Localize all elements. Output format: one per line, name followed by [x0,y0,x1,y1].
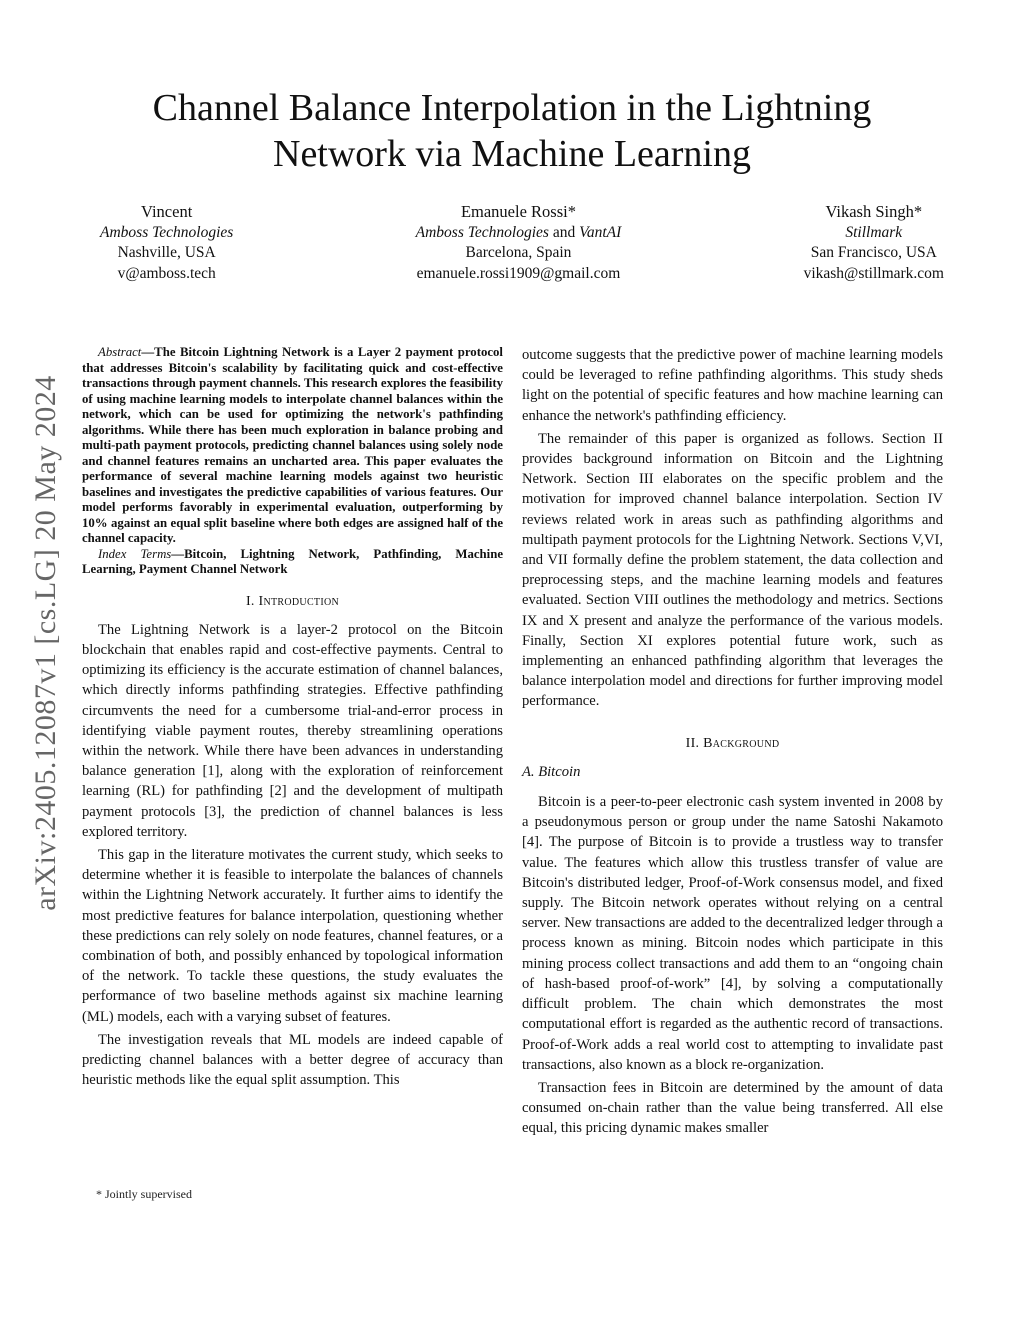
author-location: Nashville, USA [117,244,216,261]
subsection-heading-bitcoin: A. Bitcoin [522,763,581,780]
paragraph: The Lightning Network is a layer-2 protocol on the Bitcoin blockchain that enables rapid and cost-effective payments. Central to optimizing its efficiency is the accurate estimation of channel balances, which directly informs pathfinding strategies. Effective pathfinding circumvents the need for a cumbersome trial-and-error process in identifying viable payment routes, thereby streamlining operations within the network. While there have been advances in understanding balance generation [1], along with the exploration of reinforcement learning (RL) for pathfinding [2] and the development of multipath payment protocols [3], the prediction of channel balances is less explored territory. [82,621,503,840]
paragraph: The investigation reveals that ML models are indeed capable of predicting channel balances with a better degree of accuracy than heuristic methods like the equal split assumption. This [82,1031,503,1089]
abstract-label: Abstract [98,345,142,359]
abstract [82,345,503,547]
author-name: Vikash Singh* [825,202,923,221]
footnote: * Jointly supervised [96,1187,192,1201]
abstract-text: —The Bitcoin Lightning Network is a Layer 2 payment protocol that addresses Bitcoin's scalability by facilitating quick and cost-effective transactions through payment channels. This research explores the feasibility of using machine learning models to interpolate channel balances within the network, which can be used for optimizing the network's pathfinding algorithms. While there has been much exploration in balance probing and multi-path payment protocols, predicting channel balances using solely node and channel features remains an uncharted area. This paper evaluates the performance of several machine learning models against two heuristic baselines and investigates the predictive capabilities of various features. Our model performs favorably in experimental evaluation, outperforming by 10% against an equal split baseline where both edges are assigned half of the channel capacity. [82,345,503,545]
author-affiliation [416,223,622,244]
author-location: Barcelona, Spain [465,244,572,261]
index-terms [82,547,503,578]
affiliation-a: Amboss Technologies [415,223,549,241]
paragraph: The remainder of this paper is organized as follows. Section II provides background information on Bitcoin and the Lightning Network. Section III elaborates on the specific problem and the motivation for improved channel balance interpolation. Section IV reviews related work in areas such as pathfinding algorithms and multipath payment protocols for the Lightning Network. Sections V,VI, and VII formally define the problem statement, the data collection and preprocessing steps, and the machine learning models and features evaluated. Section VIII outlines the methodology and metrics. Sections IX and X present and analyze the performance of the various models. Finally, Section XI explores potential future work, such as implementing an enhanced pathfinding algorithm that leverages the balance interpolation model and directions for further improving model performance. [522,430,943,710]
section-heading-introduction: I. Introduction [245,593,340,609]
index-terms-text: —Bitcoin, Lightning Network, Pathfinding, Machine Learning, Payment Channel Network [82,546,503,576]
author-affiliation: Stillmark [845,223,903,241]
author-1 [100,202,233,284]
author-affiliation: Amboss Technologies [100,223,234,241]
left-column [82,345,503,1090]
author-email: vikash@stillmark.com [803,264,944,282]
affiliation-b: VantAI [579,223,622,241]
author-email: emanuele.rossi1909@gmail.com [416,264,621,282]
author-name: Emanuele Rossi* [460,202,576,221]
author-2 [416,202,622,284]
author-email: v@amboss.tech [117,264,216,282]
paragraph: outcome suggests that the predictive power of machine learning models could be leveraged to refine pathfinding algorithms. This study sheds light on the potential of specific features and how machine learning can enhance the network's pathfinding efficiency. [522,347,943,424]
arxiv-identifier-text: arXiv:2405.12087v1 [cs.LG] 20 May 2024 [29,374,62,911]
paper-title: Channel Balance Interpolation in the Lightning Network via Machine Learning [152,87,872,175]
author-block [100,202,944,284]
index-terms-label: Index Terms [98,546,172,561]
paragraph: Transaction fees in Bitcoin are determined by the amount of data consumed on-chain rather than the value being transferred. All else equal, this pricing dynamic makes smaller [522,1079,943,1137]
author-3 [804,202,944,284]
right-column [522,345,943,1139]
affiliation-join: and [548,223,580,241]
paragraph: Bitcoin is a peer-to-peer electronic cash system invented in 2008 by a pseudonymous person or group under the name Satoshi Nakamoto [4]. The purpose of Bitcoin is to provide a trustless way to transfer value. The features which allow this trustless transfer of value are Bitcoin's distributed ledger, Proof-of-Work consensus model, and fixed supply. The Bitcoin network operates without relying on a central server. New transactions are added to the decentralized ledger through a process known as mining. Bitcoin nodes which participate in this mining process collect transactions and add them to an “ongoing chain of hash-based proof-of-work” [4], by solving a computationally difficult problem. The chain which demonstrates the most computational effort is regarded as the authentic record of transactions. Proof-of-Work adds a real world cost to attempting to invalidate past transactions, also known as a block re-organization. [522,794,943,1073]
author-name: Vincent [141,202,193,221]
section-heading-background: II. Background [685,735,780,751]
paragraph: This gap in the literature motivates the current study, which seeks to determine whether it is feasible to interpolate the balances of channels within the Lightning Network accurately. It further aims to identify the most predictive features for balance interpolation, questioning whether these predictions can rely solely on node features, channel features, or a combination of both, and possibly enhanced by topological information of the network. To tackle these questions, the study evaluates the performance of two baseline methods against six machine learning (ML) models, each with a varying subset of features. [82,846,503,1025]
arxiv-identifier [26,345,66,940]
author-location: San Francisco, USA [810,244,937,261]
